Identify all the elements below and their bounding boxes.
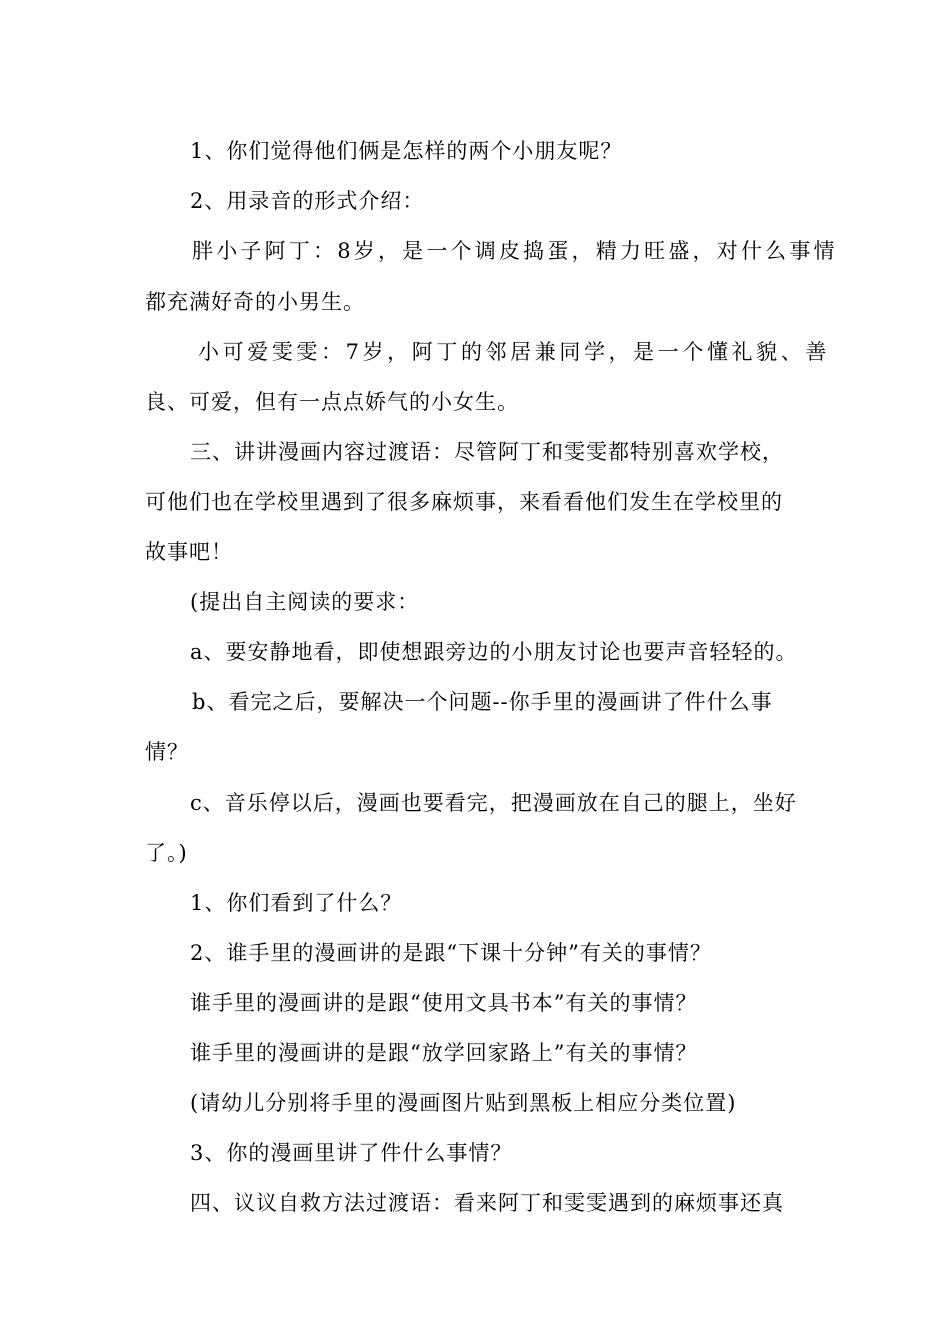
paragraph-line-11: a、要安静地看，即使想跟旁边的小朋友讨论也要声音轻轻的。 [190,640,798,664]
paragraph-line-8: 可他们也在学校里遇到了很多麻烦事，来看看他们发生在学校里的 [145,490,783,514]
paragraph-line-3: 胖小子阿丁：8岁，是一个调皮捣蛋，精力旺盛，对什么事情 [192,239,838,263]
paragraph-line-1: 1、你们觉得他们俩是怎样的两个小朋友呢？ [190,139,623,163]
paragraph-line-10: (提出自主阅读的要求： [190,590,420,614]
paragraph-line-12: b、看完之后，要解决一个问题--你手里的漫画讲了件什么事 [192,690,773,714]
paragraph-line-6: 良、可爱，但有一点点娇气的小女生。 [145,390,519,414]
paragraph-line-17: 2、谁手里的漫画讲的是跟“下课十分钟”有关的事情？ [190,941,712,965]
paragraph-line-9: 故事吧！ [145,540,233,564]
paragraph-line-19: 谁手里的漫画讲的是跟“放学回家路上”有关的事情？ [190,1041,698,1065]
paragraph-line-21: 3、你的漫画里讲了件什么事情？ [190,1141,513,1165]
paragraph-line-7: 三、讲讲漫画内容过渡语：尽管阿丁和雯雯都特别喜欢学校， [190,440,784,464]
paragraph-line-5: 小可爱雯雯：7岁，阿丁的邻居兼同学，是一个懂礼貌、善 [198,340,830,364]
paragraph-line-2: 2、用录音的形式介绍： [190,189,425,213]
paragraph-line-15: 了。) [145,841,188,865]
paragraph-line-14: c、音乐停以后，漫画也要看完，把漫画放在自己的腿上，坐好 [190,791,797,815]
paragraph-line-18: 谁手里的漫画讲的是跟“使用文具书本”有关的事情？ [190,991,698,1015]
paragraph-line-4: 都充满好奇的小男生。 [145,290,365,314]
paragraph-line-20: (请幼儿分别将手里的漫画图片贴到黑板上相应分类位置) [190,1091,737,1115]
paragraph-line-22: 四、议议自救方法过渡语：看来阿丁和雯雯遇到的麻烦事还真 [190,1191,784,1215]
paragraph-line-16: 1、你们看到了什么？ [190,891,403,915]
paragraph-line-13: 情？ [145,740,189,764]
